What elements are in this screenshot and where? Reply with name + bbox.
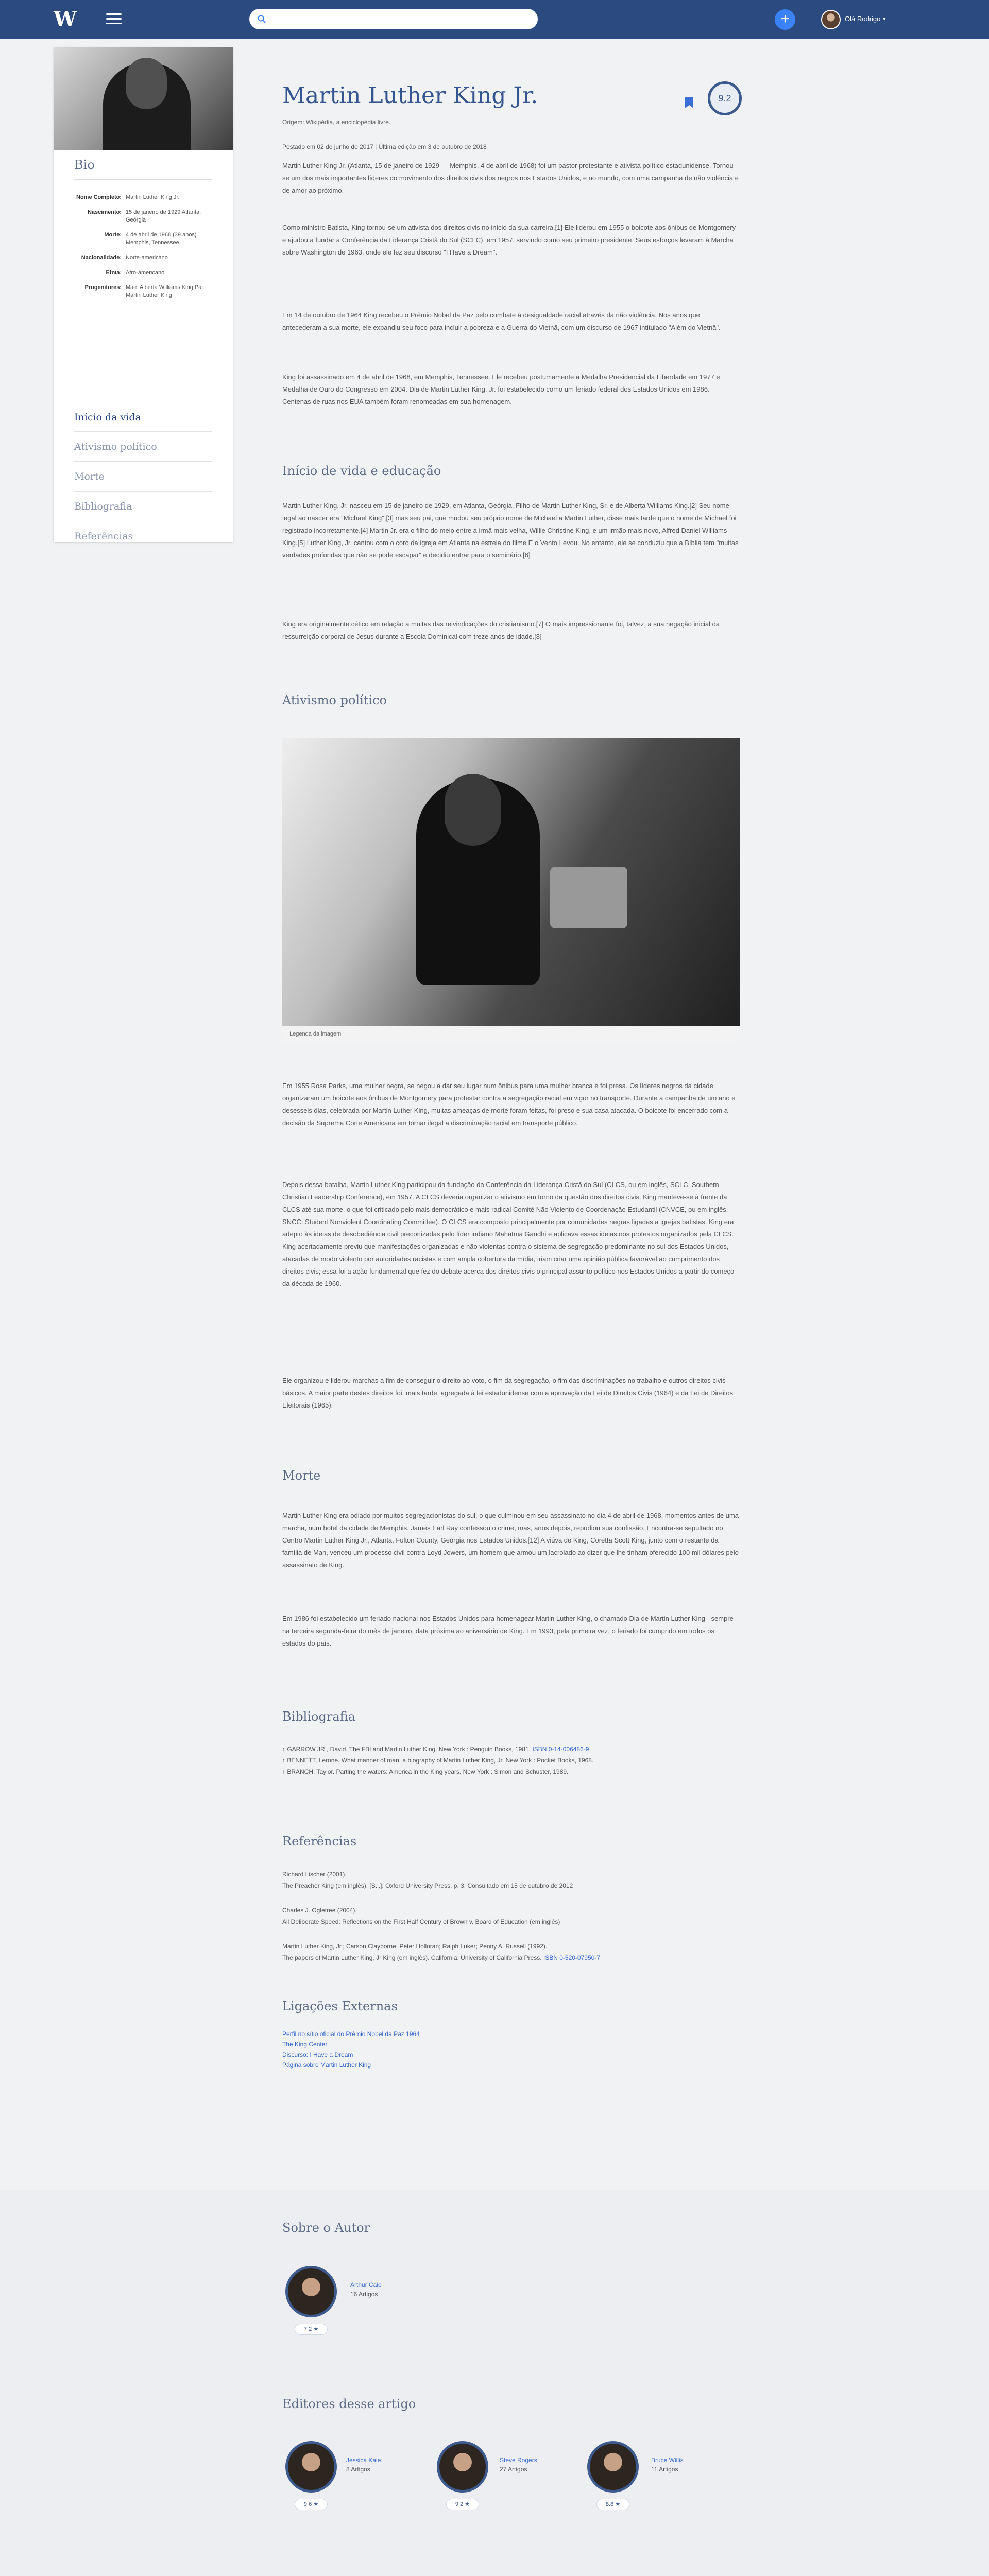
bibliography-item: ↑ BENNETT, Lerone. What manner of man: a biography of Martin Luther King, Jr. New York : Pocket Books, 1968.: [282, 1757, 594, 1764]
reference-item: Richard Lischer (2001).: [282, 1871, 347, 1878]
portrait-image: [54, 47, 233, 150]
reference-item: Charles J. Ogletree (2004).: [282, 1907, 357, 1914]
author-title: Sobre o Autor: [282, 2221, 370, 2235]
author-section: [0, 2190, 989, 2576]
editor-rating: 9.6 ★: [295, 2499, 328, 2510]
editor-avatar[interactable]: [285, 2441, 337, 2493]
section-paragraph: Em 1986 foi estabelecido um feriado nacional nos Estados Unidos para homenagear Martin Luther King, o chamado Dia de Martin Luther King - sempre na terceira segunda-feira do mês de janeiro, data próxima ao aniversário de King. Em 1993, pela primeira vez, o feriado foi cumprido em todos os estados do país.: [282, 1615, 734, 1647]
intro-paragraph: Martin Luther King Jr. (Atlanta, 15 de janeiro de 1929 — Memphis, 4 de abril de 1968) foi um pastor protestante e ativista político estadunidense. Tornou-se um dos mais importantes líderes do movimento dos direitos civis dos negros nos Estados Unidos, e no mundo, com uma campanha de não violência e de amor ao próximo.: [282, 162, 739, 194]
author-article-count: 16 Artigos: [350, 2291, 378, 2298]
rating-badge: 9.2: [708, 81, 742, 115]
toc-item-inicio[interactable]: Início da vida: [74, 402, 212, 432]
bookmark-icon[interactable]: [685, 97, 693, 108]
article-title: Martin Luther King Jr.: [282, 82, 538, 109]
article-photo: [282, 738, 740, 1026]
section-heading-morte: Morte: [282, 1468, 321, 1483]
external-links: [282, 2029, 420, 2070]
search-icon: [258, 15, 266, 23]
add-article-button[interactable]: +: [775, 9, 795, 30]
reference-item: Martin Luther King, Jr.; Carson Clayborne; Peter Holloran; Ralph Luker; Penny A. Russell (1992).: [282, 1943, 548, 1950]
editor-article-count: 11 Artigos: [651, 2466, 678, 2473]
section-heading-ligacoes: Ligações Externas: [282, 1999, 398, 2013]
author-name[interactable]: Arthur Caio: [350, 2281, 382, 2289]
bio-row: Progenitores: Mãe: Alberta Williams King Pai: Martin Luther King: [84, 284, 204, 298]
external-link[interactable]: Discurso: I Have a Dream: [282, 2051, 353, 2058]
section-paragraph: Em 1955 Rosa Parks, uma mulher negra, se negou a dar seu lugar num ônibus para uma mulher branca e foi presa. Os líderes negros da cidade organizaram um boicote aos ônibus de Montgomery para protestar contra a segregação racial em vigor no transporte. Durante a campanha de um ano e desesseis dias, celebrada por Martin Luther King, muitas ameaças de morte foram feitas, foi preso e sua casa atacada. O boicote foi encerrado com a decisão da Suprema Corte Americana em tornar ilegal a discriminação racial em transporte público.: [282, 1082, 736, 1127]
photo-caption: Legenda da imagem: [282, 1026, 740, 1043]
intro-paragraph: Como ministro Batista, King tornou-se um ativista dos direitos civis no início da sua carreira.[1] Ele liderou em 1955 o boicote aos ônibus de Montgomery e ajudou a fundar a Conferência da Liderança Cristã do Sul (SCLC), em 1957, servindo como seu primeiro presidente. Seus esforços levaram à Marcha sobre Washington de 1963, onde ele fez seu discurso "I Have a Dream".: [282, 224, 736, 256]
post-info: Postado em 02 de junho de 2017 | Última edição em 3 de outubro de 2018: [282, 143, 487, 150]
bibliography-item: ↑ BRANCH, Taylor. Parting the waters: America in the King years. New York : Simon and Schuster, 1989.: [282, 1768, 569, 1775]
intro-paragraph: King foi assassinado em 4 de abril de 1968, em Memphis, Tennessee. Ele recebeu postumamente a Medalha Presidencial da Liberdade em 1977 e Medalha de Ouro do Congresso em 2004. Dia de Martin Luther King, Jr. foi estabelecido como um feriado federal dos Estados Unidos em 1986. Centenas de ruas nos EUA também foram renomeadas em sua homenagem.: [282, 373, 720, 405]
external-link[interactable]: The King Center: [282, 2041, 328, 2048]
editor-name[interactable]: Jessica Kale: [346, 2456, 381, 2464]
search-input[interactable]: [271, 9, 528, 29]
external-link[interactable]: Página sobre Martin Luther King: [282, 2061, 371, 2069]
section-paragraph: Martin Luther King, Jr. nasceu em 15 de janeiro de 1929, em Atlanta, Geórgia. Filho de Martin Luther King, Sr. e de Alberta Williams King.[2] Seu nome legal ao nascer era "Michael King",[3] mas seu pai, que mudou seu próprio nome de Michael a Martin Luther, disse mais tarde que o nome de Michael foi registrado incorretamente.[4] Martin Jr. era o filho do meio entre a irmã mais velha, Willie Christine King, e um irmão mais novo, Alfred Daniel Williams King.[5] Luther King, Jr. cantou com o coro da igreja em Atlanta na estreia do filme E o Vento Levou. No entanto, ele se conduziu que a Bíblia tem "muitas verdades profundas que não se pode escapar" e decidiu entrar para o seminário.[6]: [282, 502, 739, 559]
bio-row: Etnia: Afro-americano: [106, 269, 165, 276]
section-heading-bibliografia: Bibliografia: [282, 1709, 355, 1724]
top-header: [0, 0, 989, 39]
section-paragraph: Martin Luther King era odiado por muitos segregacionistas do sul, o que culminou em seu assassinato no dia 4 de abril de 1968, momentos antes de uma marcha, num hotel da cidade de Memphis. James Earl Ray confessou o crime, mas, anos depois, repudiou sua confissão. Encontra-se sepultado no Centro Martin Luther King Jr., Atlanta, Fulton County, Geórgia nos Estados Unidos.[12] A viúva de King, Coretta Scott King, junto com o restante da família de Man, venceu um processo civil contra Loyd Jowers, um homem que armou um lacrolado ao dizer que lhe tinham oferecido 100 mil dólares pelo assassinato de King.: [282, 1512, 739, 1569]
toc-item-referencias[interactable]: Referências: [74, 521, 212, 551]
bio-table: [74, 192, 213, 304]
section-heading-inicio: Início de vida e educação: [282, 464, 441, 478]
toc-item-morte[interactable]: Morte: [74, 462, 212, 492]
reference-item: The papers of Martin Luther King, Jr King (em inglês). California: University of California Press. ISBN 0-520-07950-7: [282, 1954, 600, 1961]
editor-rating: 8.8 ★: [596, 2499, 629, 2510]
external-link[interactable]: Perfil no sítio oficial do Prêmio Nobel da Paz 1964: [282, 2030, 420, 2038]
editor-avatar[interactable]: [587, 2441, 639, 2493]
bibliography-item: ↑ GARROW JR., David. The FBI and Martin Luther King. New York : Penguin Books, 1981. ISBN 0-14-006486-9: [282, 1745, 589, 1753]
reference-item[interactable]: The Preacher King (em inglês). [S.l.]: Oxford University Press. p. 3. Consultado em 15 de outubro de 2012: [282, 1882, 573, 1889]
user-avatar[interactable]: [821, 10, 841, 29]
author-avatar[interactable]: [285, 2266, 337, 2317]
toc-item-ativismo[interactable]: Ativismo político: [74, 432, 212, 462]
table-of-contents: [74, 402, 212, 551]
bio-row: Nacionalidade: Norte-americano: [81, 255, 168, 261]
hamburger-menu-icon[interactable]: [106, 13, 122, 25]
bio-row: Morte: 4 de abril de 1968 (39 anos) Memphis, Tennessee: [104, 232, 197, 246]
bio-title: Bio: [74, 158, 95, 172]
search-bar[interactable]: [249, 9, 538, 29]
bio-row: Nascimento: 15 de janeiro de 1929 Atlanta, Geórgia: [87, 209, 201, 223]
reference-item[interactable]: All Deliberate Speed: Reflections on the First Half Century of Brown v. Board of Education (em inglês): [282, 1918, 560, 1925]
section-heading-ativismo: Ativismo político: [282, 693, 387, 707]
editor-avatar[interactable]: [437, 2441, 488, 2493]
editor-name[interactable]: Steve Rogers: [500, 2456, 537, 2464]
user-name[interactable]: Olá Rodrigo: [845, 15, 881, 23]
author-rating: 7.2 ★: [295, 2324, 328, 2335]
sidebar-card: [54, 47, 233, 542]
toc-item-bibliografia[interactable]: Bibliografia: [74, 492, 212, 521]
section-paragraph: Depois dessa batalha, Martin Luther King participou da fundação da Conferência da Liderança Cristã do Sul (CLCS, ou em inglês, SCLC, Southern Christian Leadership Conference), em 1957. A CLCS deveria organizar o ativismo em torno da questão dos direitos civis. King manteve-se à frente da CLCS até sua morte, o que foi criticado pelo mais democrático e mais radical Comitê Não Violento de Coordenação Estudantil (CNVCE, ou em inglês, SNCC: Student Nonviolent Coordinating Committee). O CLCS era composto principalmente por comunidades negras ligadas a igrejas batistas. King era adepto às ideias de desobediência civil preconizadas pelo líder indiano Mahatma Gandhi e aplicava essas ideias nos protestos organizados pela CLCS. King acertadamente previu que manifestações organizadas e não violentas contra o sistema de segregação predominante no sul dos Estados Unidos, atacadas de modo violento por autoridades racistas e com ampla cobertura da mídia, iriam criar uma opinião pública favorável ao cumprimento dos direitos civis; essa foi a ação fundamental que fez do debate acerca dos direitos civis o principal assunto político nos Estados Unidos a partir do começo da década de 1960.: [282, 1181, 735, 1287]
editor-article-count: 8 Artigos: [346, 2466, 370, 2473]
bio-row: Nome Completo: Martin Luther King Jr.: [76, 194, 180, 200]
editor-rating: 9.2 ★: [446, 2499, 479, 2510]
section-paragraph: King era originalmente cético em relação a muitas das reivindicações do cristianismo.[7] O mais impressionante foi, talvez, a sua negação inicial da ressurreição corporal de Jesus durante a Escola Dominical com treze anos de idade.[8]: [282, 620, 720, 640]
intro-paragraph: Em 14 de outubro de 1964 King recebeu o Prêmio Nobel da Paz pelo combate à desigualdade racial através da não violência. Nos anos que antecederam a sua morte, ele expandiu seu foco para incluir a pobreza e a Guerra do Vietnã, com um discurso de 1967 intitulado "Além do Vietnã".: [282, 311, 721, 331]
editor-article-count: 27 Artigos: [500, 2466, 527, 2473]
section-heading-referencias: Referências: [282, 1834, 357, 1849]
article-tagline: Origem: Wikipédia, a enciclopédia livre.: [282, 118, 391, 126]
section-paragraph: Ele organizou e liderou marchas a fim de conseguir o direito ao voto, o fim da segregação, o fim das discriminações no trabalho e outros direitos civis básicos. A maior parte destes direitos foi, mais tarde, agregada à lei estadunidense com a aprovação da Lei de Direitos Civis (1964) e da Lei de Direitos Eleitorais (1965).: [282, 1377, 734, 1409]
editor-name[interactable]: Bruce Willis: [651, 2456, 684, 2464]
wikipedia-logo[interactable]: W: [54, 7, 77, 31]
chevron-down-icon[interactable]: ▾: [883, 16, 886, 22]
editors-title: Editores desse artigo: [282, 2397, 416, 2411]
